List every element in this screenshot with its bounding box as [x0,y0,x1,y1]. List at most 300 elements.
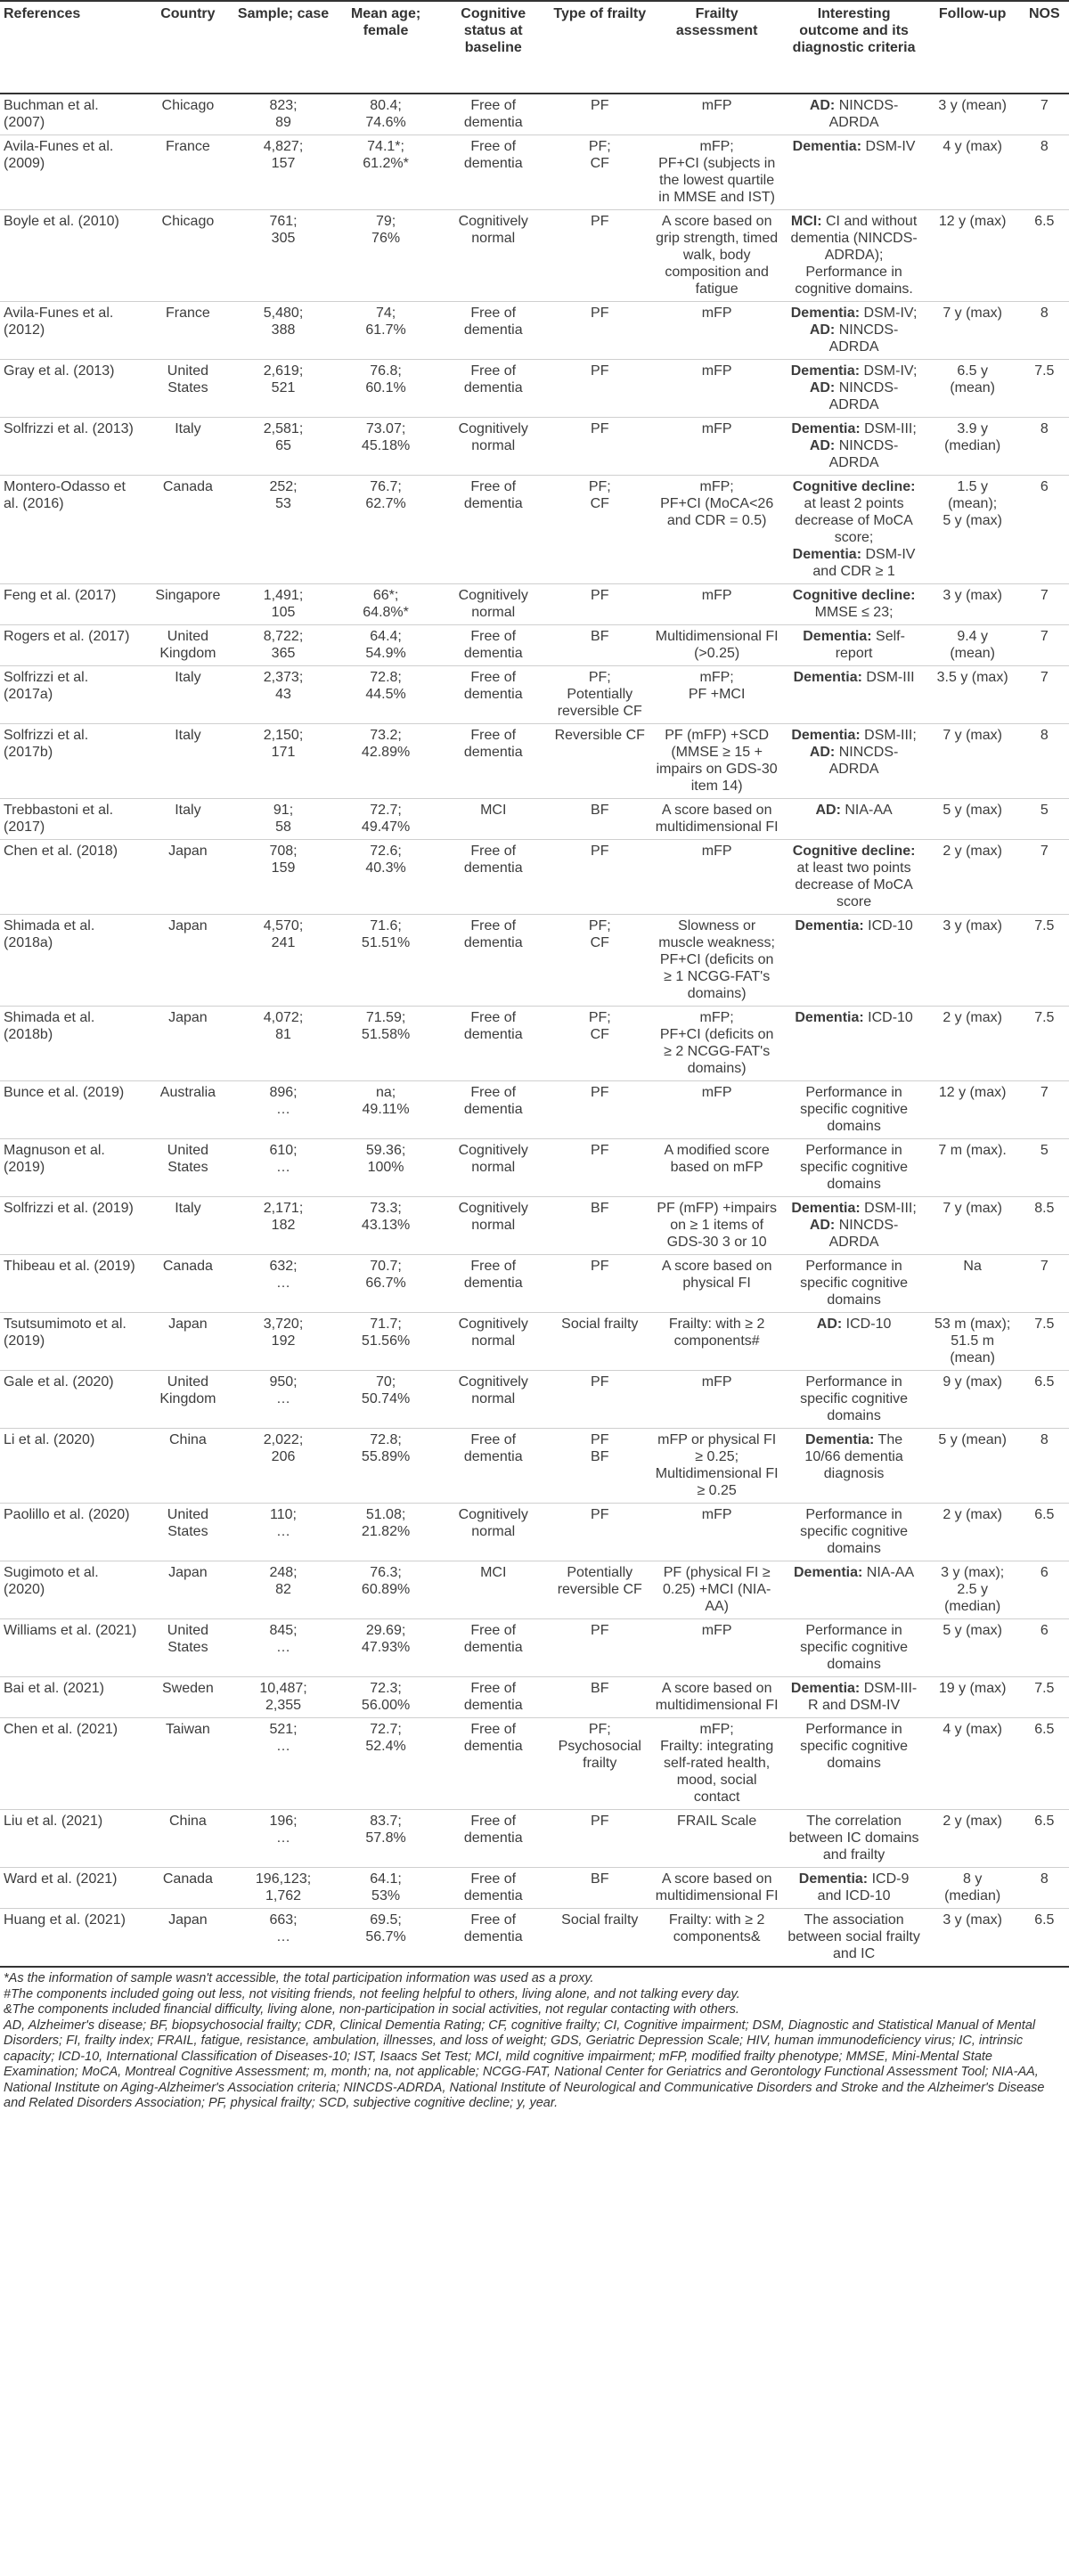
cell-frailty-type [549,1619,651,1677]
outcome-text: DSM-III; [860,421,917,436]
cell-country [143,666,233,724]
cell-reference-text: Li et al. (2020) [4,1432,95,1447]
cell-country-text: China [168,1814,207,1829]
cell-frailty-assessment-text: mFP; PF+CI (MoCA<26 and CDR = 0.5) [660,479,774,528]
table-row [0,1371,1069,1429]
cell-frailty-assessment-text: mFP [701,1374,732,1390]
outcome-label: Cognitive decline: [792,479,916,494]
cell-nos-text: 7 [1040,98,1049,113]
cell-sample-text: 10,487; 2,355 [259,1681,307,1713]
cell-cognitive-status [438,584,549,625]
cell-reference [0,625,143,666]
cell-cognitive-status-text: Cognitively normal [458,1201,528,1233]
cell-cognitive-status-text: Free of dementia [463,1722,523,1754]
cell-frailty-assessment-text: mFP; PF+CI (deficits on ≥ 2 NCGG-FAT's domains) [659,1010,774,1076]
cell-cognitive-status [438,1909,549,1968]
cell-mean-age [333,915,437,1007]
cell-frailty-assessment-text: A score based on grip strength, timed walk, body composition and fatigue [656,214,779,297]
outcome-text: Performance in specific cognitive domains [800,1374,909,1423]
cell-country [143,302,233,360]
cell-mean-age-text: 72.6; 40.3% [365,844,406,876]
cell-frailty-assessment-text: mFP or physical FI ≥ 0.25; Multidimensional FI ≥ 0.25 [655,1432,779,1498]
cell-nos-text: 7 [1040,844,1049,859]
cell-frailty-type-text: Potentially reversible CF [557,1565,642,1597]
cell-nos-text: 7 [1040,1085,1049,1100]
cell-cognitive-status [438,210,549,302]
cell-mean-age [333,1561,437,1619]
cell-frailty-assessment [651,418,783,476]
cell-outcome [783,1504,926,1561]
cell-follow-up-text: 3.5 y (max) [936,670,1008,685]
outcome-label: AD: [809,438,836,453]
cell-sample-text: 3,720; 192 [263,1317,304,1349]
cell-nos [1020,1371,1069,1429]
cell-nos [1020,724,1069,799]
cell-mean-age [333,1139,437,1197]
cell-country [143,1909,233,1968]
cell-sample-text: 4,827; 157 [263,139,304,171]
cell-nos-text: 7 [1040,670,1049,685]
cell-mean-age-text: 64.1; 53% [370,1871,402,1903]
cell-follow-up-text: 2 y (max) [943,844,1002,859]
cell-follow-up [926,94,1020,135]
cell-outcome [783,1139,926,1197]
cell-frailty-type [549,1007,651,1081]
cell-mean-age [333,418,437,476]
cell-country-text: Japan [168,1912,208,1928]
cell-follow-up-text: Na [963,1259,982,1274]
outcome-text: NINCDS-ADRDA [828,438,899,470]
cell-frailty-assessment-text: FRAIL Scale [677,1814,757,1829]
cell-mean-age-text: 72.7; 49.47% [361,803,411,835]
cell-nos-text: 8.5 [1034,1201,1055,1216]
cell-cognitive-status-text: Free of dementia [463,1623,523,1655]
header-outcome: Interesting outcome and its diagnostic criteria [783,1,926,94]
outcome-text: DSM-III-R and DSM-IV [808,1681,918,1713]
cell-mean-age [333,1371,437,1429]
cell-cognitive-status [438,799,549,840]
cell-frailty-type [549,1718,651,1810]
cell-cognitive-status [438,1007,549,1081]
cell-frailty-type-text: PF [591,306,609,321]
cell-frailty-assessment-text: A score based on multidimensional FI [655,803,779,835]
cell-cognitive-status [438,1718,549,1810]
cell-reference-text: Solfrizzi et al. (2017b) [4,728,89,760]
cell-nos [1020,1429,1069,1504]
cell-sample-text: 761; 305 [269,214,298,246]
cell-mean-age [333,1718,437,1810]
footnote-sample-proxy: *As the information of sample wasn't accessible, the total participation information was used as a proxy. [4,1971,594,1985]
cell-frailty-type-text: Reversible CF [554,728,645,743]
cell-frailty-type-text: PF [591,1374,609,1390]
outcome-text: ICD-10 [863,918,913,933]
table-row [0,1197,1069,1255]
cell-cognitive-status-text: Free of dementia [463,629,523,661]
outcome-text: Performance in specific cognitive domains [800,1143,909,1192]
cell-country-text: Japan [168,1010,208,1025]
cell-nos [1020,625,1069,666]
cell-cognitive-status [438,1255,549,1313]
cell-mean-age-text: 76.8; 60.1% [365,363,406,395]
cell-nos-text: 8 [1040,728,1049,743]
cell-mean-age [333,724,437,799]
cell-nos [1020,1677,1069,1718]
cell-mean-age-text: 72.3; 56.00% [361,1681,411,1713]
cell-mean-age [333,1313,437,1371]
cell-follow-up-text: 53 m (max); 51.5 m (mean) [934,1317,1011,1365]
outcome-text: ICD-10 [863,1010,913,1025]
cell-country [143,360,233,418]
cell-mean-age-text: 59.36; 100% [365,1143,406,1175]
cell-frailty-assessment-text: Frailty: with ≥ 2 components& [668,1912,765,1944]
outcome-text: Performance in specific cognitive domains [800,1085,909,1134]
cell-mean-age [333,476,437,584]
cell-reference-text: Paolillo et al. (2020) [4,1507,130,1522]
cell-frailty-assessment-text: mFP; Frailty: integrating self-rated health, mood, social contact [660,1722,774,1805]
cell-country-text: Singapore [155,588,221,603]
cell-follow-up-text: 3.9 y (median) [944,421,1001,453]
cell-frailty-assessment [651,1081,783,1139]
footnote-social-components: #The components included going out less, not visiting friends, not feeling helpful to others, living alone, and not talking every day. [4,1986,740,2001]
cell-reference-text: Avila-Funes et al. (2009) [4,139,114,171]
cell-reference-text: Williams et al. (2021) [4,1623,137,1638]
cell-follow-up-text: 9.4 y (mean) [950,629,995,661]
cell-sample [233,1909,334,1968]
cell-frailty-type-text: PF [591,98,609,113]
cell-cognitive-status [438,302,549,360]
cell-cognitive-status [438,1868,549,1909]
cell-cognitive-status-text: Free of dementia [463,844,523,876]
cell-cognitive-status [438,94,549,135]
cell-outcome [783,135,926,210]
cell-reference [0,915,143,1007]
cell-nos-text: 8 [1040,306,1049,321]
cell-outcome [783,1868,926,1909]
cell-frailty-type [549,360,651,418]
cell-follow-up [926,799,1020,840]
cell-mean-age-text: 72.7; 52.4% [365,1722,406,1754]
cell-frailty-type [549,1313,651,1371]
cell-country [143,1007,233,1081]
cell-mean-age [333,210,437,302]
cell-frailty-type-text: PF; CF [588,139,611,171]
cell-frailty-type-text: PF; CF [588,479,611,511]
cell-frailty-type-text: BF [591,1681,609,1696]
cell-cognitive-status [438,1810,549,1868]
cell-nos [1020,666,1069,724]
outcome-label: Dementia: [794,1565,863,1580]
cell-frailty-type [549,915,651,1007]
cell-cognitive-status-text: Free of dementia [463,139,523,171]
outcome-label: AD: [809,745,836,760]
cell-nos-text: 6.5 [1034,1374,1055,1390]
cell-frailty-assessment-text: mFP [701,1085,732,1100]
cell-sample-text: 663; … [269,1912,298,1944]
cell-follow-up-text: 2 y (max) [943,1010,1002,1025]
cell-country-text: United Kingdom [159,629,216,661]
cell-frailty-type-text: PF [591,1814,609,1829]
cell-cognitive-status-text: Free of dementia [463,1681,523,1713]
outcome-text: NINCDS-ADRDA [828,1218,899,1250]
cell-mean-age-text: 70.7; 66.7% [365,1259,406,1291]
cell-sample [233,1718,334,1810]
cell-frailty-assessment-text: mFP [701,588,732,603]
cell-cognitive-status [438,1561,549,1619]
cell-sample [233,94,334,135]
cell-nos [1020,360,1069,418]
cell-nos-text: 7 [1040,588,1049,603]
header-frailty-assessment: Frailty assessment [651,1,783,94]
outcome-label: Dementia: [798,1871,869,1887]
cell-follow-up-text: 19 y (max) [938,1681,1007,1696]
cell-follow-up [926,1561,1020,1619]
outcome-text: MMSE ≤ 23; [814,605,894,620]
cell-follow-up [926,1081,1020,1139]
cell-outcome [783,1255,926,1313]
cell-frailty-assessment [651,1313,783,1371]
cell-sample-text: 632; … [269,1259,298,1291]
cell-frailty-assessment [651,360,783,418]
header-nos: NOS [1020,1,1069,94]
cell-mean-age [333,625,437,666]
cell-reference [0,584,143,625]
cell-frailty-assessment [651,915,783,1007]
cell-frailty-assessment-text: mFP [701,363,732,379]
cell-outcome [783,1313,926,1371]
cell-reference-text: Montero-Odasso et al. (2016) [4,479,126,511]
cell-frailty-assessment-text: PF (physical FI ≥ 0.25) +MCI (NIA-AA) [662,1565,771,1614]
cell-reference-text: Solfrizzi et al. (2019) [4,1201,134,1216]
cell-frailty-type [549,666,651,724]
cell-reference [0,302,143,360]
cell-cognitive-status-text: Cognitively normal [458,588,528,620]
cell-country-text: United States [167,1623,209,1655]
cell-reference-text: Liu et al. (2021) [4,1814,103,1829]
cell-frailty-type-text: BF [591,1871,609,1887]
table-row [0,1868,1069,1909]
cell-reference-text: Shimada et al. (2018a) [4,918,95,950]
outcome-label: Dementia: [791,728,861,743]
cell-nos-text: 6.5 [1034,1722,1055,1737]
cell-mean-age [333,1007,437,1081]
cell-frailty-assessment [651,94,783,135]
cell-frailty-type-text: PF; CF [588,1010,611,1042]
cell-nos [1020,1504,1069,1561]
cell-outcome [783,360,926,418]
cell-country [143,1504,233,1561]
cell-country [143,1868,233,1909]
cell-frailty-assessment-text: mFP [701,98,732,113]
cell-cognitive-status [438,625,549,666]
cell-follow-up-text: 3 y (max); 2.5 y (median) [941,1565,1005,1614]
cell-frailty-assessment [651,302,783,360]
outcome-text: Performance in specific cognitive domains [800,1722,909,1771]
cell-country [143,1371,233,1429]
cell-frailty-type-text: Social frailty [561,1912,639,1928]
cell-frailty-type-text: PF [591,1623,609,1638]
cell-frailty-assessment-text: Slowness or muscle weakness; PF+CI (deficits on ≥ 1 NCGG-FAT's domains) [658,918,775,1001]
cell-frailty-assessment-text: Multidimensional FI (>0.25) [655,629,779,661]
cell-reference-text: Ward et al. (2021) [4,1871,118,1887]
cell-sample-text: 708; 159 [269,844,298,876]
cell-cognitive-status-text: Free of dementia [463,363,523,395]
outcome-text: NIA-AA [840,803,893,818]
outcome-text: The association between social frailty and IC [787,1912,920,1961]
cell-frailty-assessment [651,1677,783,1718]
cell-nos [1020,1081,1069,1139]
cell-outcome [783,1371,926,1429]
table-row [0,1909,1069,1968]
cell-country [143,1677,233,1718]
cell-sample-text: 252; 53 [269,479,298,511]
cell-reference [0,1081,143,1139]
cell-nos [1020,94,1069,135]
header-country: Country [143,1,233,94]
outcome-text: DSM-IV; [860,306,918,321]
cell-sample-text: 950; … [269,1374,298,1406]
cell-nos [1020,1619,1069,1677]
cell-cognitive-status [438,476,549,584]
cell-follow-up-text: 4 y (max) [943,1722,1002,1737]
cell-frailty-type [549,625,651,666]
table-row [0,799,1069,840]
cell-frailty-type [549,584,651,625]
cell-sample-text: 8,722; 365 [263,629,304,661]
table-row [0,1561,1069,1619]
cell-nos [1020,135,1069,210]
cell-sample-text: 110; … [270,1507,297,1539]
cell-cognitive-status-text: Cognitively normal [458,1143,528,1175]
cell-follow-up [926,1619,1020,1677]
outcome-label: MCI: [790,214,822,229]
cell-cognitive-status-text: Free of dementia [463,728,523,760]
cell-sample-text: 2,022; 206 [263,1432,304,1464]
cell-outcome [783,915,926,1007]
cell-mean-age-text: 72.8; 55.89% [361,1432,411,1464]
cell-sample [233,210,334,302]
cell-mean-age [333,1255,437,1313]
outcome-label: Dementia: [795,918,864,933]
cell-frailty-assessment [651,1371,783,1429]
header-mean-age: Mean age; female [333,1,437,94]
cell-cognitive-status-text: Free of dementia [463,479,523,511]
cell-follow-up-text: 6.5 y (mean) [950,363,995,395]
table-row [0,360,1069,418]
cell-frailty-type [549,1677,651,1718]
cell-mean-age [333,360,437,418]
cell-frailty-type-text: BF [591,629,609,644]
cell-follow-up [926,1007,1020,1081]
cell-sample [233,1619,334,1677]
cell-reference [0,94,143,135]
cell-cognitive-status [438,724,549,799]
cell-frailty-type [549,1504,651,1561]
cell-cognitive-status [438,1504,549,1561]
cell-sample-text: 248; 82 [269,1565,298,1597]
cell-reference [0,1677,143,1718]
cell-follow-up-text: 8 y (median) [944,1871,1001,1903]
cell-frailty-assessment [651,1909,783,1968]
footnote-social-components-2: &The components included financial difficulty, living alone, non-participation in social activities, not regular contacting with others. [4,2002,739,2017]
header-references: References [0,1,143,94]
outcome-text: CI and without dementia (NINCDS-ADRDA); Performance in cognitive domains. [790,214,918,297]
cell-frailty-assessment-text: mFP [701,306,732,321]
cell-cognitive-status-text: Cognitively normal [458,214,528,246]
cell-nos [1020,210,1069,302]
cell-follow-up-text: 9 y (max) [943,1374,1002,1390]
cell-outcome [783,840,926,915]
cell-cognitive-status-text: Free of dementia [463,1871,523,1903]
cell-nos-text: 5 [1040,803,1049,818]
cell-sample [233,1429,334,1504]
cell-follow-up-text: 7 m (max). [938,1143,1007,1158]
cell-cognitive-status-text: Cognitively normal [458,1317,528,1349]
outcome-text: DSM-IV and CDR ≥ 1 [812,547,916,579]
cell-frailty-assessment-text: Frailty: with ≥ 2 components# [668,1317,765,1349]
cell-follow-up [926,1909,1020,1968]
cell-cognitive-status-text: Free of dementia [463,1432,523,1464]
cell-frailty-type-text: PF [591,1507,609,1522]
cell-country-text: France [165,139,210,154]
cell-outcome [783,302,926,360]
outcome-text: The correlation between IC domains and frailty [788,1814,919,1863]
table-row [0,724,1069,799]
table-row [0,1810,1069,1868]
cell-nos [1020,1868,1069,1909]
header-sample: Sample; case [233,1,334,94]
cell-reference-text: Shimada et al. (2018b) [4,1010,95,1042]
cell-reference-text: Magnuson et al. (2019) [4,1143,105,1175]
table-row [0,666,1069,724]
cell-country-text: Japan [168,844,208,859]
cell-frailty-assessment [651,666,783,724]
cell-cognitive-status-text: Free of dementia [463,1010,523,1042]
cell-follow-up [926,584,1020,625]
cell-nos-text: 6 [1040,479,1049,494]
cell-follow-up [926,360,1020,418]
cell-country-text: Canada [162,479,213,494]
table-row [0,915,1069,1007]
cell-follow-up [926,1718,1020,1810]
cell-country-text: Japan [168,1317,208,1332]
table-row [0,1429,1069,1504]
cell-follow-up [926,418,1020,476]
outcome-text: Performance in specific cognitive domains [800,1259,909,1308]
outcome-text: DSM-III [861,670,915,685]
cell-follow-up [926,1313,1020,1371]
cell-cognitive-status-text: Free of dementia [463,918,523,950]
cell-country [143,418,233,476]
cell-nos [1020,584,1069,625]
cell-frailty-type-text: PF; Potentially reversible CF [557,670,642,719]
cell-country [143,1313,233,1371]
cell-frailty-type-text: Social frailty [561,1317,639,1332]
table-row [0,1255,1069,1313]
cell-frailty-assessment [651,724,783,799]
cell-reference-text: Sugimoto et al. (2020) [4,1565,99,1597]
cell-outcome [783,418,926,476]
cell-sample-text: 2,373; 43 [263,670,304,702]
cell-follow-up [926,724,1020,799]
cell-country [143,840,233,915]
cell-frailty-type [549,1909,651,1968]
cell-mean-age [333,1197,437,1255]
cell-mean-age [333,1677,437,1718]
cell-follow-up-text: 5 y (mean) [938,1432,1007,1447]
outcome-text: Performance in specific cognitive domains [800,1507,909,1556]
cell-sample [233,1677,334,1718]
cell-nos-text: 7.5 [1034,1010,1055,1025]
